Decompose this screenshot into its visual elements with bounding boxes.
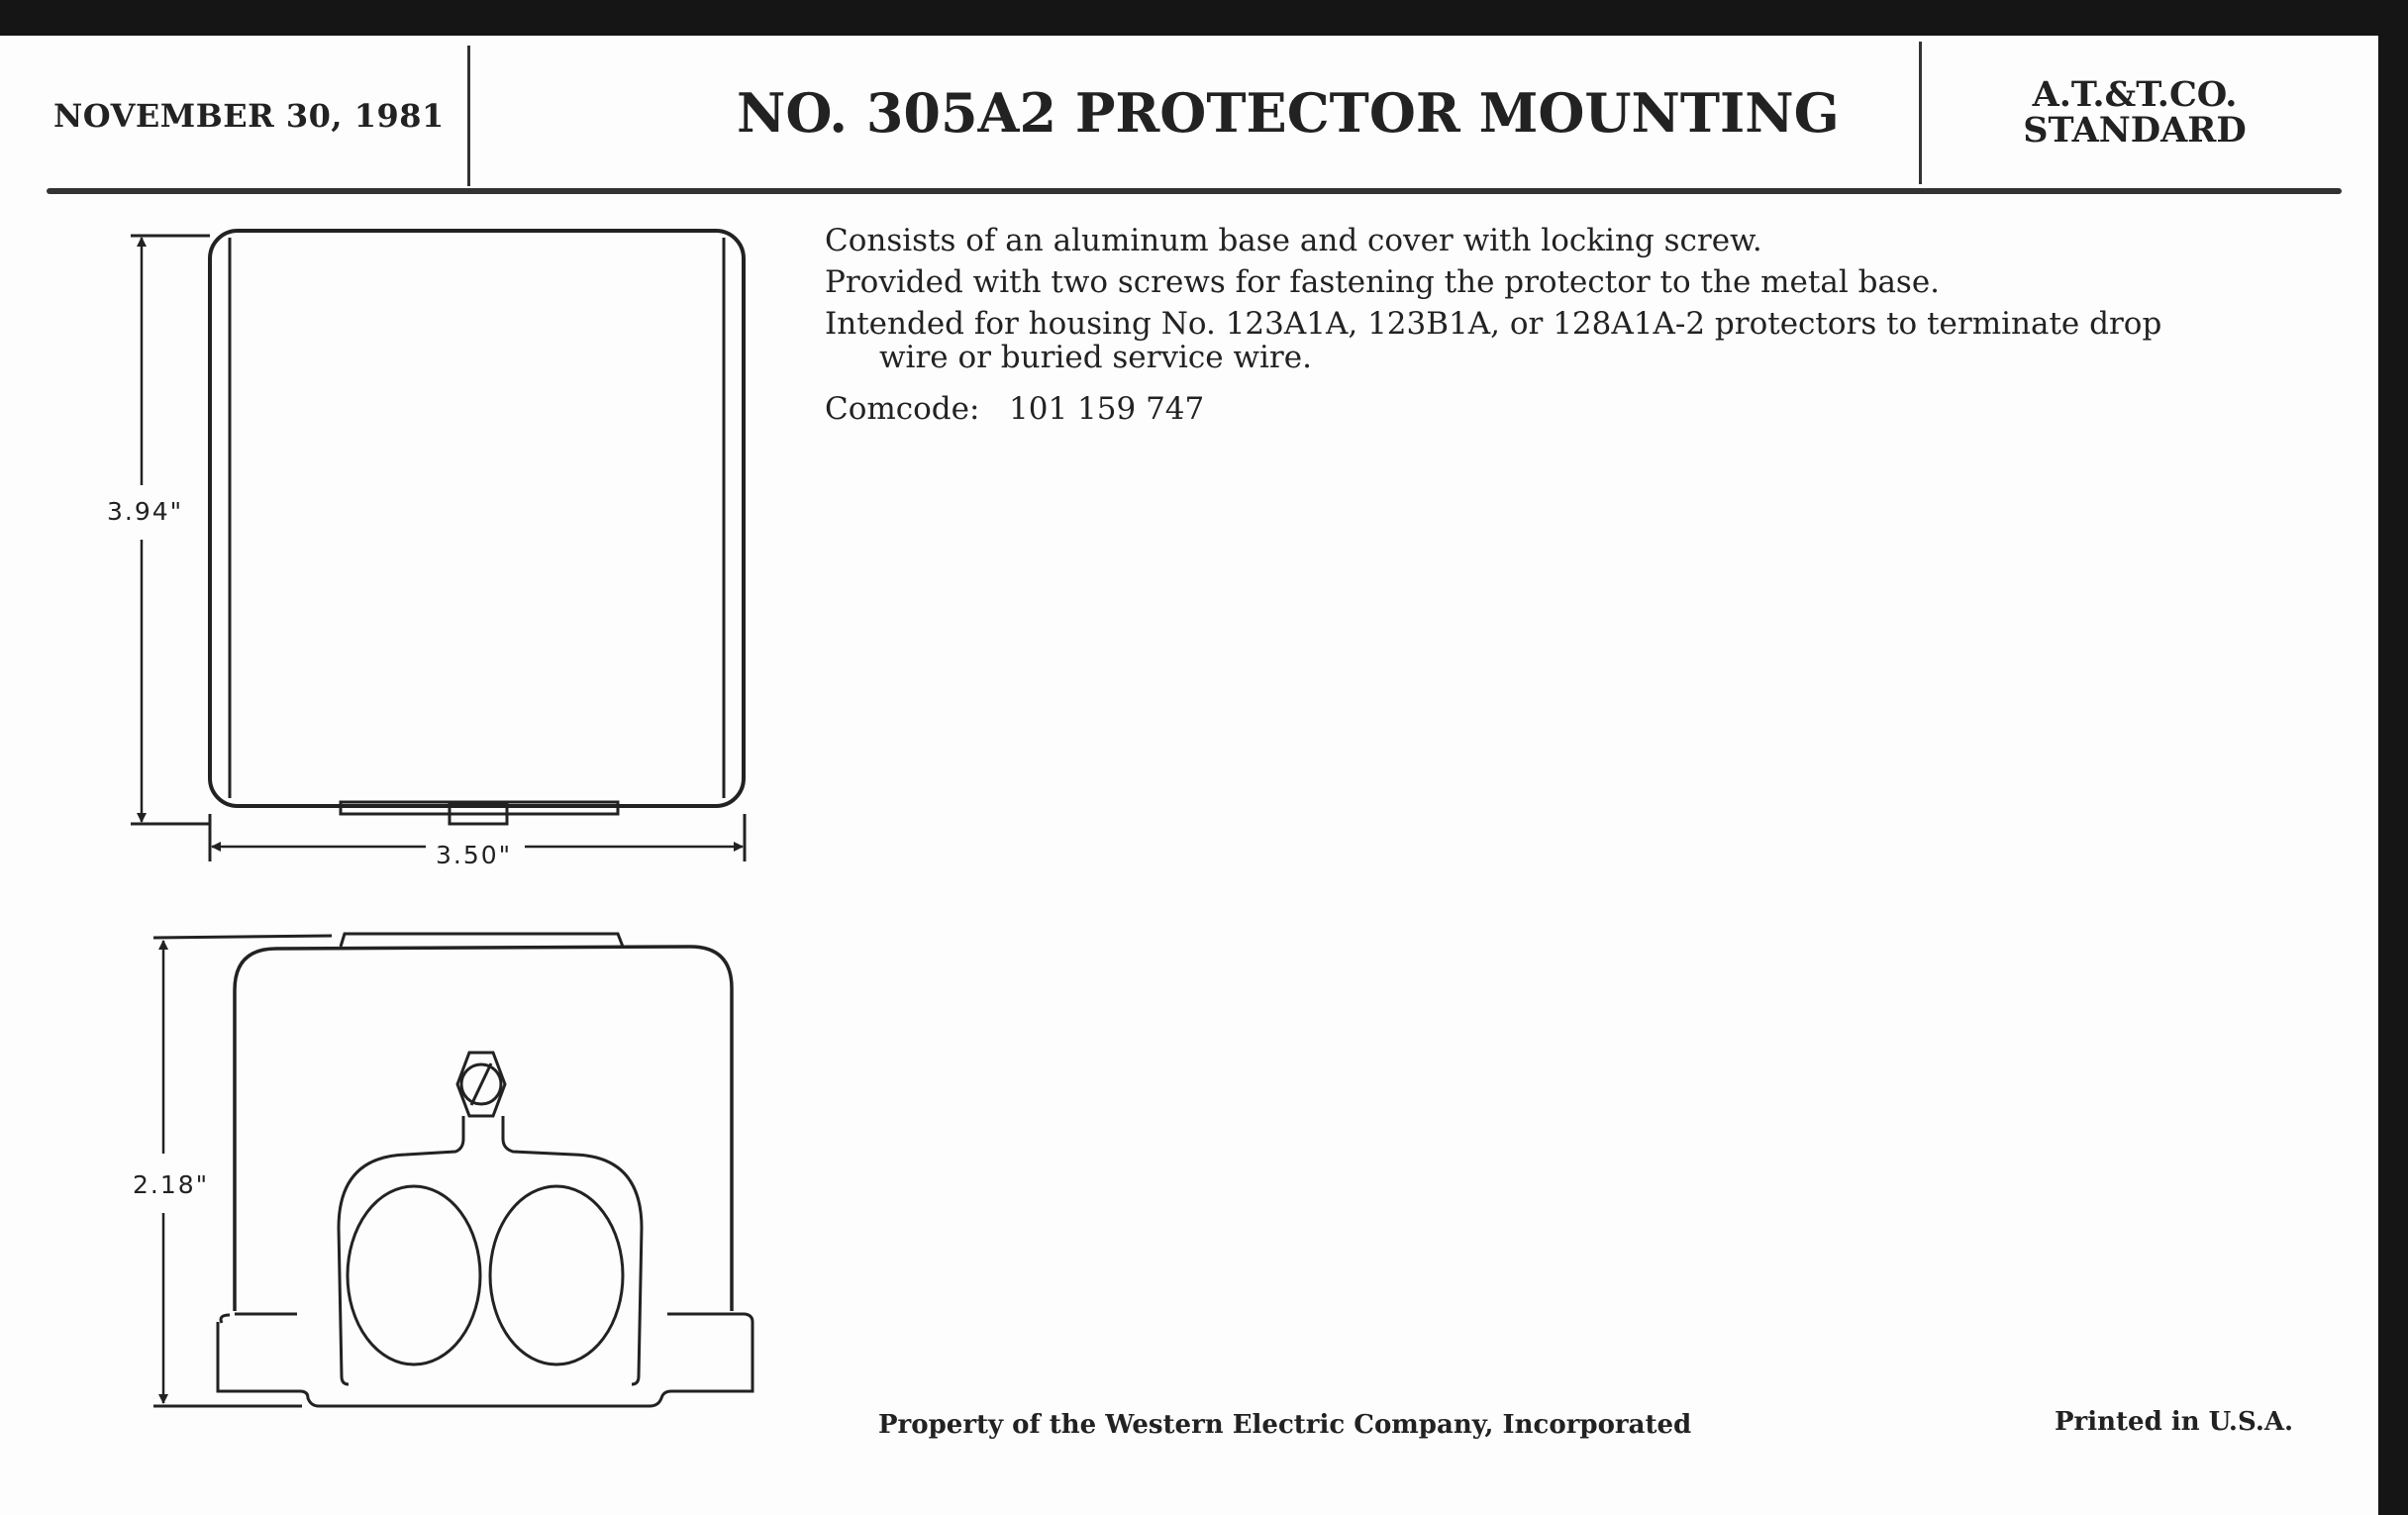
description-line: Intended for housing No. 123A1A, 123B1A, or 128A1A-2 protectors to terminate drop bbox=[825, 306, 2162, 342]
description-line: Provided with two screws for fastening the protector to the metal base. bbox=[825, 264, 1941, 300]
comcode-label: Comcode: bbox=[825, 391, 980, 427]
standard-line-2: STANDARD bbox=[2023, 110, 2247, 151]
property-notice: Property of the Western Electric Company, Incorporated bbox=[878, 1410, 1692, 1440]
dimension-height-front: 2.18" bbox=[133, 1170, 210, 1199]
description-line: wire or buried service wire. bbox=[879, 340, 1312, 375]
document-date: NOVEMBER 30, 1981 bbox=[53, 97, 445, 135]
page-title: NO. 305A2 PROTECTOR MOUNTING bbox=[737, 81, 1840, 145]
top-view-drawing bbox=[131, 231, 745, 861]
dimension-width-top: 3.50" bbox=[436, 841, 513, 869]
comcode-value: 101 159 747 bbox=[1009, 391, 1205, 427]
dimension-height-top: 3.94" bbox=[107, 497, 184, 526]
standard-line-1: A.T.&T.CO. bbox=[2032, 74, 2238, 115]
printed-notice: Printed in U.S.A. bbox=[2055, 1407, 2294, 1437]
description-line: Consists of an aluminum base and cover with locking screw. bbox=[825, 223, 1762, 258]
front-view-drawing bbox=[153, 934, 752, 1406]
